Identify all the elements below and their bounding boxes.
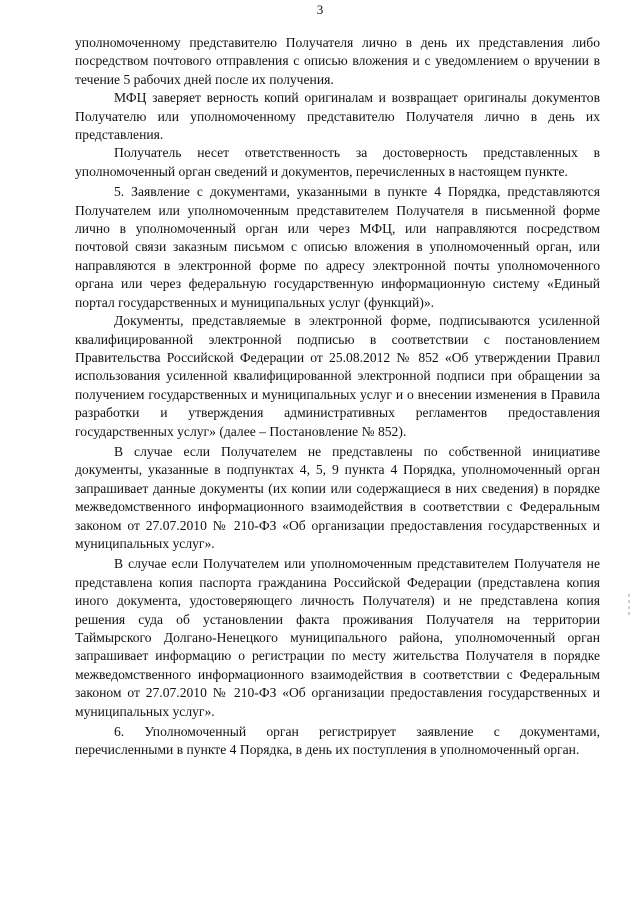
paragraph-mfc-certification: МФЦ заверяет верность копий оригиналам и возвращает оригиналы документов Получателю или уполномоченному представителю Получателя лично в день их представления.: [75, 90, 600, 143]
page-number: 3: [316, 2, 324, 17]
paragraph-continuation: уполномоченному представителю Получателя лично в день их представления либо посредством почтового отправления с описью вложения и с уведомлением о вручении в течение 5 рабочих дней после их получения.: [75, 35, 600, 87]
paragraph-item-6-registration: 6. Уполномоченный орган регистрирует заявление с документами, перечисленными в пункте 4 Порядка, в день их поступления в уполномоченный орган.: [75, 724, 600, 758]
paragraph-recipient-responsibility: Получатель несет ответственность за достоверность представленных в уполномоченный орган сведений и документов, перечисленных в настоящем пункте.: [75, 145, 600, 179]
scan-artifact-mark: [628, 594, 630, 616]
paragraph-passport-request: В случае если Получателем или уполномоченным представителем Получателя не представлена копия паспорта гражданина Российской Федерации (представлена копия иного документа, удостоверяющего личность Получателя) и не представлена копия решения суда об установлении факта проживания Получателя на территории Таймырского Долгано-Ненецкого муниципального района, уполномоченный орган запрашивает информацию о регистрации по месту жительства Получателя в порядке межведомственного информационного взаимодействия в соответствии с Федеральным законом от 27.07.2010 № 210-ФЗ «Об организации предоставления государственных и муниципальных услуг».: [75, 556, 600, 719]
document-body: [75, 34, 600, 760]
paragraph-electronic-signature: Документы, представляемые в электронной форме, подписываются усиленной квалифицированной электронной подписью в соответствии с постановлением Правительства Российской Федерации от 25.08.2012 № 852 «Об утверждении Правил использования усиленной квалифицированной электронной подписи при обращении за получением государственных и муниципальных услуг и о внесении изменения в Правила разработки и утверждения административных регламентов предоставления государственных услуг» (далее – Постановление № 852).: [75, 313, 600, 439]
paragraph-item-5-submission: 5. Заявление с документами, указанными в пункте 4 Порядка, представляются Получателем или уполномоченным представителем Получателя в письменной форме лично в уполномоченный орган или через МФЦ, или направляются посредством почтовой связи заказным письмом с описью вложения в уполномоченный орган, или направляются в электронной форме по адресу электронной почты уполномоченного органа или через федеральную государственную информационную систему «Единый портал государственных и муниципальных услуг (функций)».: [75, 184, 600, 310]
paragraph-interagency-request: В случае если Получателем не представлены по собственной инициативе документы, указанные в подпунктах 4, 5, 9 пункта 4 Порядка, уполномоченный орган запрашивает данные документы (их копии или содержащиеся в них сведения) в порядке межведомственного информационного взаимодействия в соответствии с Федеральным законом от 27.07.2010 № 210-ФЗ «Об организации предоставления государственных и муниципальных услуг».: [75, 443, 600, 551]
